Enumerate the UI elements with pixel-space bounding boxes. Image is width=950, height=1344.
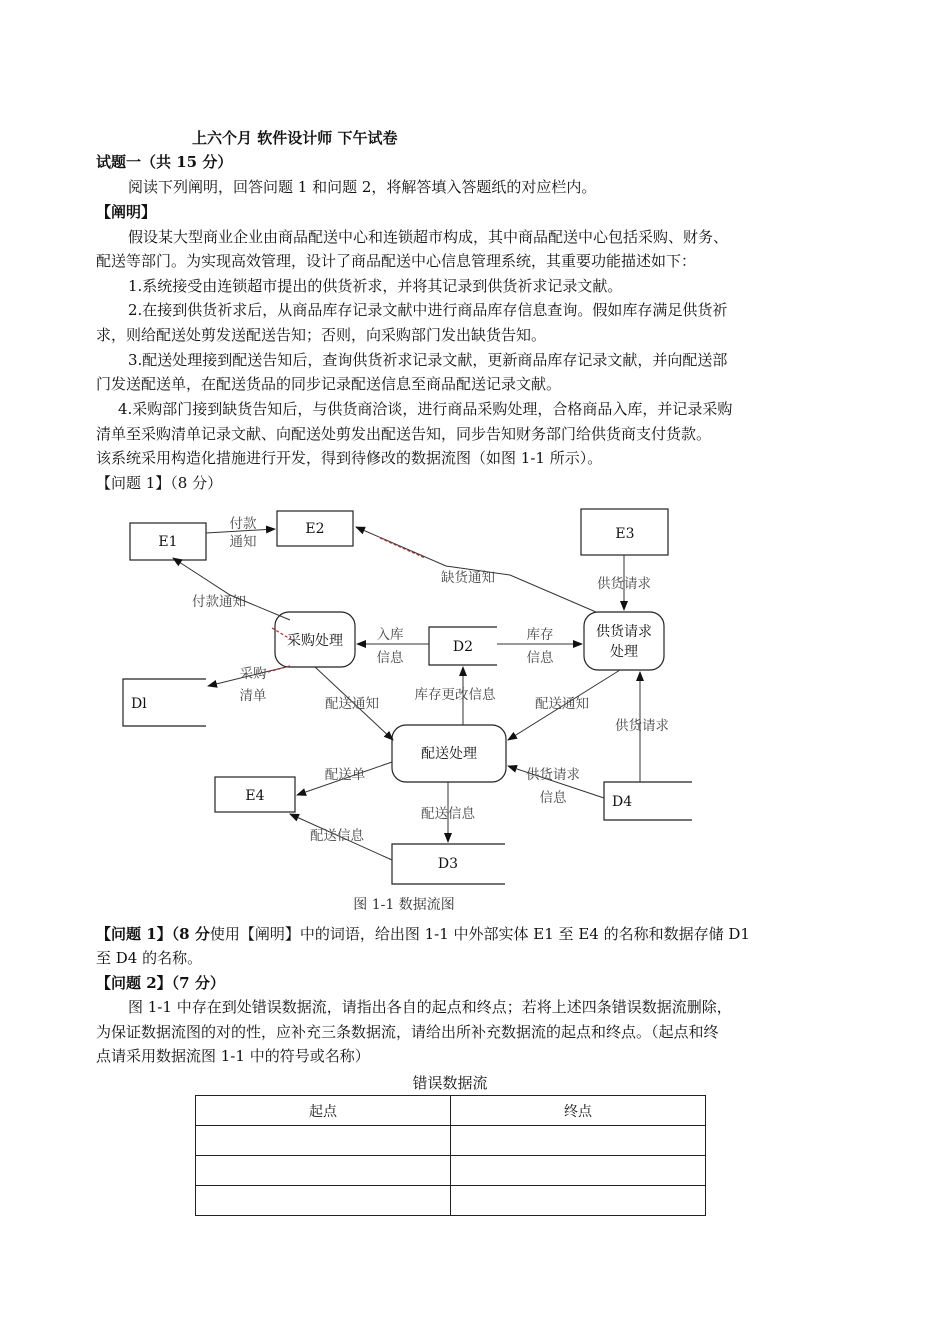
question1-text: 使用【阐明】中的词语，给出图 1-1 中外部实体 E1 至 E4 的名称和数据存储 D1 <box>209 925 750 943</box>
svg-text:供货请求: 供货请求 <box>615 718 669 734</box>
store-d3 <box>392 844 505 884</box>
svg-text:E3: E3 <box>615 526 635 542</box>
store-d2 <box>429 627 497 665</box>
table-row <box>196 1126 706 1156</box>
flow-pay-notice-purchase-e1 <box>173 558 290 620</box>
question2-line: 点请采用数据流图 1-1 中的符号或名称） <box>96 1047 370 1065</box>
process-supply-request <box>584 612 664 670</box>
svg-text:D3: D3 <box>437 856 459 872</box>
svg-text:Dl: Dl <box>131 696 147 712</box>
svg-text:入库: 入库 <box>376 627 404 643</box>
list-item: 1.系统接受由连锁超市提出的供货祈求，并将其记录到供货祈求记录文献。 <box>128 277 623 295</box>
entity-e1 <box>130 523 206 560</box>
svg-text:配送通知: 配送通知 <box>325 696 379 712</box>
svg-text:付款通知: 付款通知 <box>192 594 246 610</box>
table-row <box>196 1156 706 1186</box>
question2-header: 【问题 2】（7 分） <box>96 974 225 992</box>
svg-text:供货请求: 供货请求 <box>597 576 651 592</box>
intro-text: 阅读下列阐明，回答问题 1 和问题 2，将解答填入答题纸的对应栏内。 <box>128 178 597 196</box>
svg-text:配送通知: 配送通知 <box>535 696 589 712</box>
table-cell <box>451 1186 706 1216</box>
svg-text:库存更改信息: 库存更改信息 <box>414 687 496 703</box>
svg-text:供货请求: 供货请求 <box>526 767 580 783</box>
table-cell <box>196 1186 451 1216</box>
page-title: 上六个月 软件设计师 下午试卷 <box>192 129 398 147</box>
question2-line: 图 1-1 中存在到处错误数据流，请指出各自的起点和终点；若将上述四条错误数据流删除， <box>128 998 732 1016</box>
svg-text:配送单: 配送单 <box>324 767 366 783</box>
svg-text:配送处理: 配送处理 <box>421 746 477 762</box>
svg-text:缺货通知: 缺货通知 <box>441 570 495 586</box>
svg-text:处理: 处理 <box>610 644 638 660</box>
svg-text:付款: 付款 <box>229 516 257 532</box>
svg-text:配送信息: 配送信息 <box>310 828 364 844</box>
list-item: 清单至采购清单记录文献、向配送处剪发出配送告知，同步告知财务部门给供货商支付货款。 <box>96 425 712 443</box>
table-row <box>196 1186 706 1216</box>
error-flow-table <box>195 1095 706 1216</box>
process-purchase <box>275 612 355 667</box>
svg-text:信息: 信息 <box>539 790 567 806</box>
figure-caption: 图 1-1 数据流图 <box>353 897 455 913</box>
question2-line: 为保证数据流图的对的性，应补充三条数据流，请给出所补充数据流的起点和终点。（起点和终 <box>96 1023 719 1041</box>
svg-text:配送信息: 配送信息 <box>421 806 475 822</box>
list-item: 求，则给配送处剪发送配送告知；否则，向采购部门发出缺货告知。 <box>96 326 547 344</box>
svg-text:D4: D4 <box>612 794 633 810</box>
svg-text:采购处理: 采购处理 <box>287 633 343 649</box>
svg-text:信息: 信息 <box>376 650 404 666</box>
svg-text:E2: E2 <box>305 521 325 537</box>
table-cell <box>196 1156 451 1186</box>
svg-text:采购: 采购 <box>239 666 267 682</box>
svg-text:D2: D2 <box>452 639 474 655</box>
entity-e2 <box>277 511 353 546</box>
explain-header: 【阐明】 <box>96 203 157 221</box>
data-flow-diagram <box>0 500 950 920</box>
paragraph-line: 配送等部门。为实现高效管理，设计了商品配送中心信息管理系统，其重要功能描述如下： <box>96 252 697 270</box>
process-delivery <box>392 725 506 782</box>
list-item: 2.在接到供货祈求后，从商品库存记录文献中进行商品库存信息查询。假如库存满足供货祈 <box>128 301 728 319</box>
svg-text:库存: 库存 <box>526 627 554 643</box>
store-d1 <box>123 679 206 726</box>
column-header-start: 起点 <box>196 1096 451 1126</box>
table-caption: 错误数据流 <box>412 1074 488 1092</box>
entity-e3 <box>581 509 668 555</box>
question1-line2: 至 D4 的名称。 <box>96 949 203 967</box>
svg-text:清单: 清单 <box>239 688 267 704</box>
svg-text:信息: 信息 <box>526 650 554 666</box>
entity-e4 <box>215 777 295 812</box>
question-header: 试题一（共 15 分） <box>96 153 233 171</box>
summary-text: 该系统采用构造化措施进行开发，得到待修改的数据流图（如图 1-1 所示）。 <box>96 449 603 467</box>
svg-text:供货请求: 供货请求 <box>596 624 652 640</box>
svg-text:E1: E1 <box>158 534 178 550</box>
svg-text:E4: E4 <box>245 788 265 804</box>
column-header-end: 终点 <box>451 1096 706 1126</box>
paragraph-line: 假设某大型商业企业由商品配送中心和连锁超市构成，其中商品配送中心包括采购、财务、 <box>128 228 729 246</box>
store-d4 <box>604 782 692 820</box>
table-header-row <box>196 1096 706 1126</box>
question1-header: 【问题 1】（8 分） <box>96 474 223 492</box>
question1-label: 【问题 1】（8 分 <box>96 925 210 943</box>
svg-text:通知: 通知 <box>229 534 257 550</box>
list-item: 4.采购部门接到缺货告知后，与供货商洽谈，进行商品采购处理，合格商品入库，并记录采购 <box>118 400 733 418</box>
table-cell <box>451 1126 706 1156</box>
list-item: 门发送配送单，在配送货品的同步记录配送信息至商品配送记录文献。 <box>96 375 562 393</box>
table-cell <box>196 1126 451 1156</box>
table-cell <box>451 1156 706 1186</box>
question1-line <box>96 922 750 946</box>
list-item: 3.配送处理接到配送告知后，查询供货祈求记录文献，更新商品库存记录文献，并向配送部 <box>128 351 728 369</box>
